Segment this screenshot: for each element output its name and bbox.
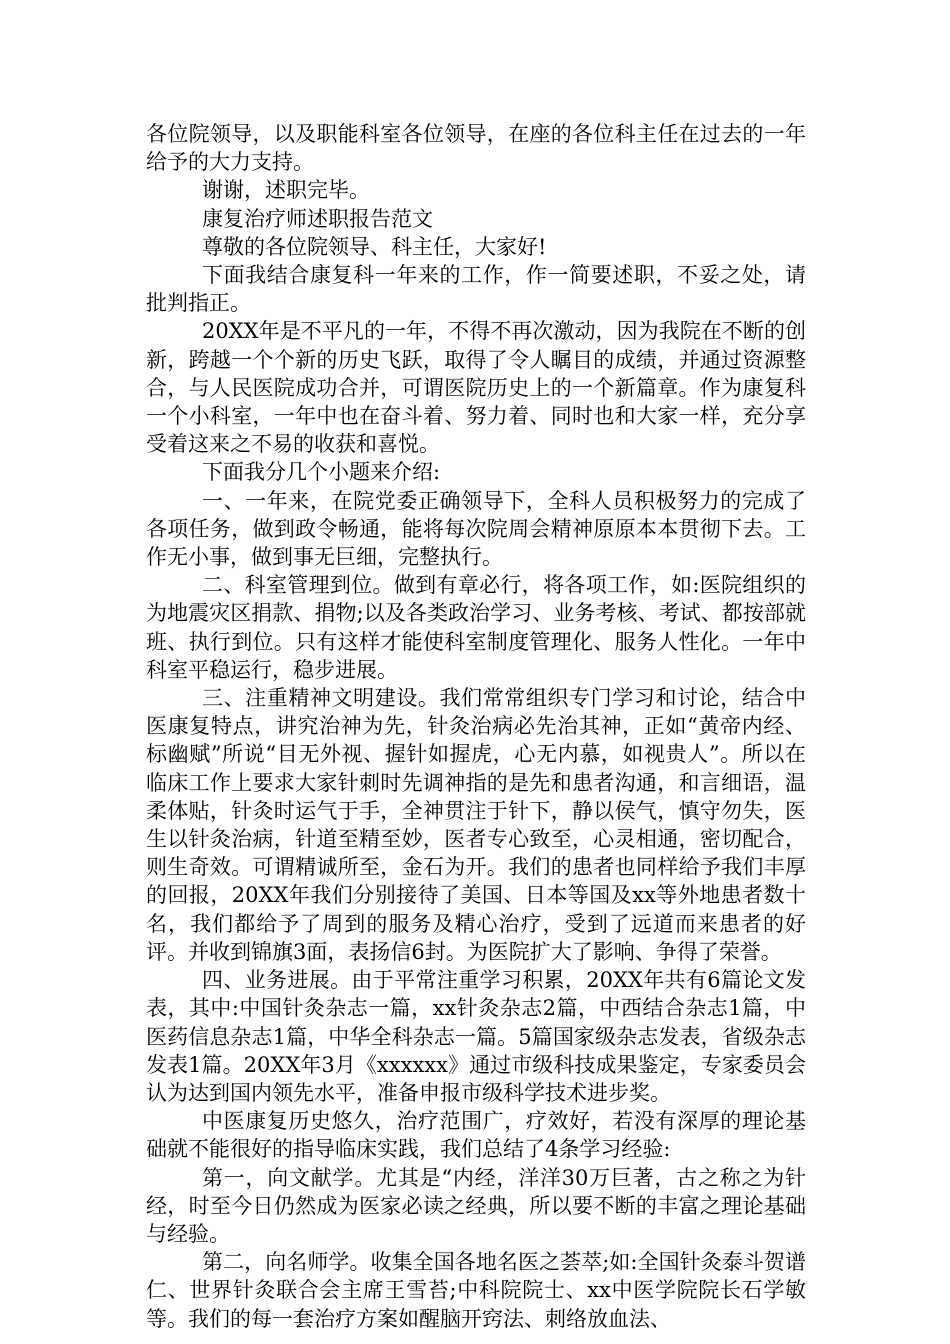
- paragraph: 一、一年来，在院党委正确领导下，全科人员积极努力的完成了各项任务，做到政令畅通，能将每次院周会精神原原本本贯彻下去。工作无小事，做到事无巨细，完整执行。: [146, 488, 806, 570]
- paragraph: 二、科室管理到位。做到有章必行，将各项工作，如:医院组织的为地震灾区捐款、捐物;以及各类政治学习、业务考核、考试、都按部就班、执行到位。只有这样才能使科室制度管理化、服务人性化。一年中科室平稳运行，稳步进展。: [146, 573, 806, 682]
- document-body: [146, 120, 806, 1333]
- paragraph: 第二，向名师学。收集全国各地名医之荟萃;如:全国针灸泰斗贺谱仁、世界针灸联合会主席王雪苔;中科院院士、xx中医学院院长石学敏等。我们的每一套治疗方案如醒脑开窍法、刺络放血法、: [146, 1250, 806, 1331]
- paragraph: 谢谢，述职完毕。: [202, 178, 370, 203]
- paragraph: 第一，向文献学。尤其是“内经，洋洋30万巨著，古之称之为针经，时至今日仍然成为医家必读之经典，所以要不断的丰富之理论基础与经验。: [146, 1165, 806, 1246]
- paragraph: 各位院领导，以及职能科室各位领导，在座的各位科主任在过去的一年给予的大力支持。: [146, 122, 806, 175]
- paragraph: 下面我结合康复科一年来的工作，作一简要述职，不妥之处，请批判指正。: [146, 263, 806, 316]
- paragraph: 三、注重精神文明建设。我们常常组织专门学习和讨论，结合中医康复特点，讲究治神为先，针灸治病必先治其神，正如“黄帝内经、标幽赋”所说“目无外视、握针如握虎，心无内慕，如视贵人”。所以在临床工作上要求大家针刺时先调神指的是先和患者沟通，和言细语，温柔体贴，针灸时运气于手，全神贯注于针下，静以侯气，慎守勿失，医生以针灸治病，针道至精至妙，医者专心致至，心灵相通，密切配合，则生奇效。可谓精诚所至，金石为开。我们的患者也同样给予我们丰厚的回报，20XX年我们分别接待了美国、日本等国及xx等外地患者数十名，我们都给予了周到的服务及精心治疗，受到了远道而来患者的好评。并收到锦旗3面，表扬信6封。为医院扩大了影响、争得了荣誉。: [146, 686, 806, 964]
- paragraph: 下面我分几个小题来介绍:: [202, 460, 441, 485]
- section-heading: 康复治疗师述职报告范文: [202, 206, 433, 231]
- paragraph: 四、业务进展。由于平常注重学习积累，20XX年共有6篇论文发表，其中:中国针灸杂志一篇，xx针灸杂志2篇，中西结合杂志1篇，中医药信息杂志1篇，中华全科杂志一篇。5篇国家级杂志发表，省级杂志发表1篇。20XX年3月《xxxxxx》通过市级科技成果鉴定，专家委员会认为达到国内领先水平，准备申报市级科学技术进步奖。: [146, 968, 806, 1105]
- salutation: 尊敬的各位院领导、科主任，大家好!: [202, 234, 547, 259]
- paragraph: 20XX年是不平凡的一年，不得不再次激动，因为我院在不断的创新，跨越一个个新的历史飞跃，取得了令人瞩目的成绩，并通过资源整合，与人民医院成功合并，可谓医院历史上的一个新篇章。作为康复科一个小科室，一年中也在奋斗着、努力着、同时也和大家一样，充分享受着这来之不易的收获和喜悦。: [146, 319, 806, 457]
- paragraph: 中医康复历史悠久，治疗范围广，疗效好，若没有深厚的理论基础就不能很好的指导临床实践，我们总结了4条学习经验:: [146, 1109, 806, 1162]
